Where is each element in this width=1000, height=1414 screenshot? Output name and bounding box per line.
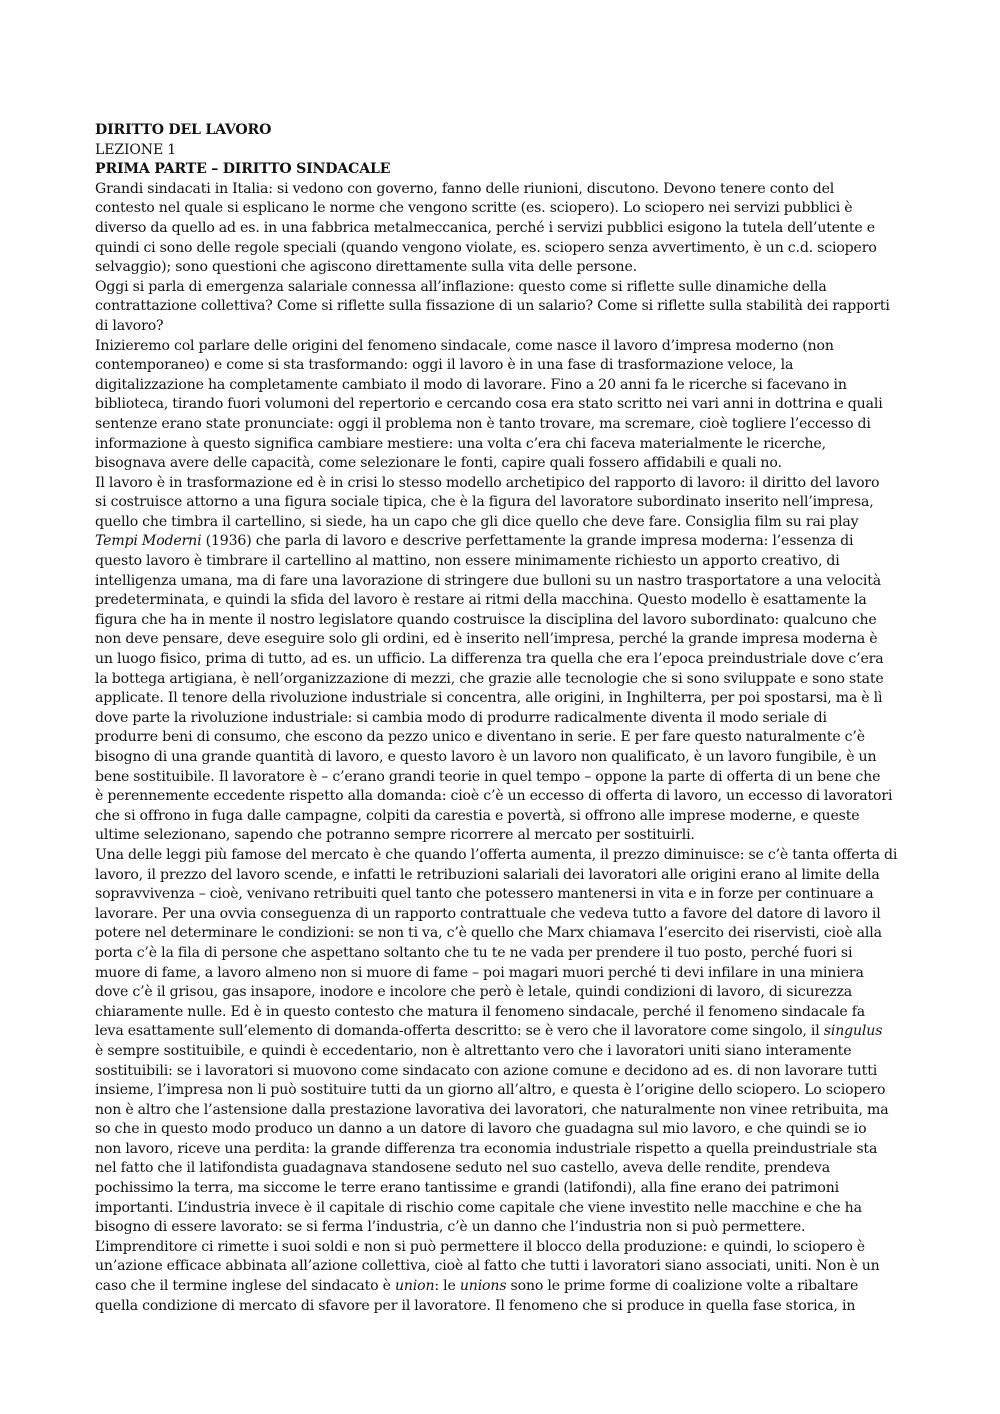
text-line: Oggi si parla di emergenza salariale connessa all’inflazione: questo come si riflette sulle dinamiche della bbox=[95, 278, 827, 295]
text-line: sentenze erano state pronunciate: oggi il problema non è tanto trovare, ma scremare, cioè togliere l’eccesso di bbox=[95, 415, 871, 432]
text-line: quindi ci sono delle regole speciali (quando vengono violate, es. sciopero senza avvertimento, è un c.d. sciopero bbox=[95, 239, 877, 256]
text-line: di lavoro? bbox=[95, 317, 164, 334]
italic-term: unions bbox=[459, 1278, 507, 1295]
text-line: selvaggio); sono questioni che agiscono direttamente sulla vita delle persone. bbox=[95, 259, 637, 276]
text-line: potere nel determinare le condizioni: se non ti va, c’è quello che Marx chiamava l’esercito dei riservisti, cioè alla bbox=[95, 925, 882, 942]
text-line: Grandi sindacati in Italia: si vedono con governo, fanno delle riunioni, discutono. Devono tenere conto del bbox=[95, 180, 835, 197]
text-line: un’azione efficace abbinata all’azione collettiva, cioè al fatto che tutti i lavoratori siano associati, uniti. Non è un bbox=[95, 1258, 880, 1275]
text-line: un luogo fisico, prima di tutto, ad es. un ufficio. La differenza tra quella che era l’epoca preindustriale dove c’era bbox=[95, 651, 884, 668]
text-line: muore di fame, a lavoro almeno non si muore di fame – poi magari muori perché ti devi infilare in una miniera bbox=[95, 964, 864, 981]
text-line: ultime selezionano, sapendo che potranno sempre ricorrere al mercato per sostituirli. bbox=[95, 827, 695, 844]
text-line: informazione à questo significa cambiare mestiere: una volta c’era chi faceva materialmente le ricerche, bbox=[95, 435, 826, 452]
text-line: Tempi Moderni (1936) che parla di lavoro e descrive perfettamente la grande impresa moderna: l’essenza di bbox=[95, 533, 854, 550]
text-line: figura che ha in mente il nostro legislatore quando costruisce la disciplina del lavoro subordinato: qualcuno che bbox=[95, 611, 877, 628]
text-line: porta c’è la fila di persone che aspettano soltanto che tu te ne vada per prendere il tuo posto, perché fuori si bbox=[95, 944, 853, 961]
text-line: è perennemente eccedente rispetto alla domanda: cioè c’è un eccesso di offerta di lavoro, un eccesso di lavoratori bbox=[95, 788, 893, 805]
text-line: bisognava avere delle capacità, come selezionare le fonti, capire quali fossero affidabili e quali no. bbox=[95, 455, 782, 472]
text-line: non lavoro, riceve una perdita: la grande differenza tra economia industriale rispetto a quella preindustriale sta bbox=[95, 1140, 878, 1157]
text-line: non è altro che l’astensione dalla prestazione lavorativa dei lavoratori, che naturalmente non vinee retribuita, ma bbox=[95, 1101, 889, 1118]
text-line: Il lavoro è in trasformazione ed è in crisi lo stesso modello archetipico del rapporto di lavoro: il diritto del lavoro bbox=[95, 474, 880, 491]
text-line: la bottega artigiana, è nell’organizzazione di mezzi, che grazie alle tecnologie che si sono sviluppate e sono state bbox=[95, 670, 884, 687]
section-heading: PRIMA PARTE – DIRITTO SINDACALE bbox=[95, 161, 391, 178]
text-line: biblioteca, tirando fuori volumoni del repertorio e cercando cosa era stato scritto nei vari anni in dottrina e quali bbox=[95, 396, 883, 413]
text-line: contemporaneo) e come si sta trasformando: oggi il lavoro è in una fase di trasformazione veloce, la bbox=[95, 357, 794, 374]
text-line: quello che timbra il cartellino, si siede, ha un capo che gli dice quello che deve fare. Consiglia film su rai play bbox=[95, 513, 859, 530]
document-page bbox=[95, 121, 910, 1316]
text-line: dove c’è il grisou, gas insapore, inodore e incolore che però è letale, quindi condizioni di lavoro, di sicurezza bbox=[95, 984, 852, 1001]
italic-term: Tempi Moderni bbox=[95, 533, 202, 550]
text-line: chiaramente nulle. Ed è in questo contesto che matura il fenomeno sindacale, perché il fenomeno sindacale fa bbox=[95, 1003, 866, 1020]
lesson-label: LEZIONE 1 bbox=[95, 141, 177, 158]
text-line: predeterminata, e quindi la sfida del lavoro è restare ai ritmi della macchina. Questo modello è esattamente la bbox=[95, 592, 867, 609]
text-line: bisogno di essere lavorato: se si ferma l’industria, c’è un danno che l’industria non si può permettere. bbox=[95, 1219, 806, 1236]
text-line: Una delle leggi più famose del mercato è che quando l’offerta aumenta, il prezzo diminuisce: se c’è tanta offerta di bbox=[95, 846, 898, 863]
text-line: sostituibili: se i lavoratori si muovono come sindacato con azione comune e decidono ad es. di non lavorare tutti bbox=[95, 1062, 878, 1079]
text-line: dove parte la rivoluzione industriale: si cambia modo di produrre radicalmente diventa il modo seriale di bbox=[95, 709, 827, 726]
text-line: contrattazione collettiva? Come si riflette sulla fissazione di un salario? Come si riflette sulla stabilità dei rapporti bbox=[95, 298, 890, 315]
text-line: diverso da quello ad es. in una fabbrica metalmeccanica, perché i servizi pubblici esigono la tutela dell’utente e bbox=[95, 219, 875, 236]
text-line: non deve pensare, deve eseguire solo gli ordini, ed è inserito nell’impresa, perché la grande impresa moderna è bbox=[95, 631, 878, 648]
text-line: applicate. Il tenore della rivoluzione industriale si concentra, alle origini, in Inghilterra, per poi spostarsi, ma è lì bbox=[95, 690, 883, 707]
text-line: lavorare. Per una ovvia conseguenza di un rapporto contrattuale che vedeva tutto a favore del datore di lavoro il bbox=[95, 905, 881, 922]
text-line: caso che il termine inglese del sindacato è union: le unions sono le prime forme di coalizione volte a ribaltare bbox=[95, 1278, 859, 1295]
text-line: sopravvivenza – cioè, venivano retribuiti quel tanto che potessero mantenersi in vita e in forze per continuare a bbox=[95, 886, 874, 903]
document-title: DIRITTO DEL LAVORO bbox=[95, 122, 272, 138]
text-line: bene sostituibile. Il lavoratore è – c’erano grandi teorie in quel tempo – oppone la parte di offerta di un bene che bbox=[95, 768, 881, 785]
text-line: bisogno di una grande quantità di lavoro, e questo lavoro è un lavoro non qualificato, è un lavoro fungibile, è un bbox=[95, 749, 877, 765]
document-body bbox=[95, 180, 910, 1316]
text-line: nel fatto che il latifondista guadagnava standosene seduto nel suo castello, aveva delle rendite, prendeva bbox=[95, 1160, 830, 1177]
text-line: Inizieremo col parlare delle origini del fenomeno sindacale, come nasce il lavoro d’impresa moderno (non bbox=[95, 337, 834, 354]
text-line: quella condizione di mercato di sfavore per il lavoratore. Il fenomeno che si produce in quella fase storica, in bbox=[95, 1297, 856, 1314]
text-line: importanti. L’industria invece è il capitale di rischio come capitale che viene investito nelle macchine e che ha bbox=[95, 1199, 862, 1216]
text-line: che si offrono in fuga dalle campagne, colpiti da carestia e povertà, si offrono alle imprese moderne, e queste bbox=[95, 807, 860, 824]
text-line: intelligenza umana, ma di fare una lavorazione di stringere due bulloni su un nastro trasportatore a una velocità bbox=[95, 572, 882, 589]
text-line: L’imprenditore ci rimette i suoi soldi e non si può permettere il blocco della produzione: e quindi, lo sciopero è bbox=[95, 1238, 866, 1255]
italic-term: union bbox=[394, 1278, 435, 1295]
text-line: è sempre sostituibile, e quindi è eccedentario, non è altrettanto vero che i lavoratori uniti siano interamente bbox=[95, 1042, 852, 1059]
text-line: so che in questo modo produco un danno a un datore di lavoro che guadagna sul mio lavoro, e che quindi se io bbox=[95, 1121, 867, 1138]
text-line: leva esattamente sull’elemento di domanda-offerta descritto: se è vero che il lavoratore come singolo, il singulus bbox=[95, 1023, 883, 1040]
text-line: questo lavoro è timbrare il cartellino al mattino, non essere minimamente richiesto un apporto creativo, di bbox=[95, 553, 840, 570]
text-line: si costruisce attorno a una figura sociale tipica, che è la figura del lavoratore subordinato inserito nell’impresa, bbox=[95, 494, 874, 511]
text-line: produrre beni di consumo, che escono da pezzo unico e diventano in serie. E per fare questo naturalmente c’è bbox=[95, 729, 865, 746]
text-line: pochissimo la terra, ma siccome le terre erano tantissime e grandi (latifondi), alla fine erano dei patrimoni bbox=[95, 1180, 840, 1197]
text-line: insieme, l’impresa non li può sostituire tutti da un giorno all’altro, e questa è l’origine dello sciopero. Lo sciopero bbox=[95, 1082, 886, 1099]
text-line: contesto nel quale si esplicano le norme che vengono scritte (es. sciopero). Lo sciopero nei servizi pubblici è bbox=[95, 200, 853, 217]
text-line: lavoro, il prezzo del lavoro scende, e infatti le retribuzioni salariali dei lavoratori alle origini erano al limite della bbox=[95, 866, 880, 883]
italic-term: singulus bbox=[823, 1023, 883, 1040]
text-line: digitalizzazione ha completamente cambiato il modo di lavorare. Fino a 20 anni fa le ricerche si facevano in bbox=[95, 376, 847, 393]
